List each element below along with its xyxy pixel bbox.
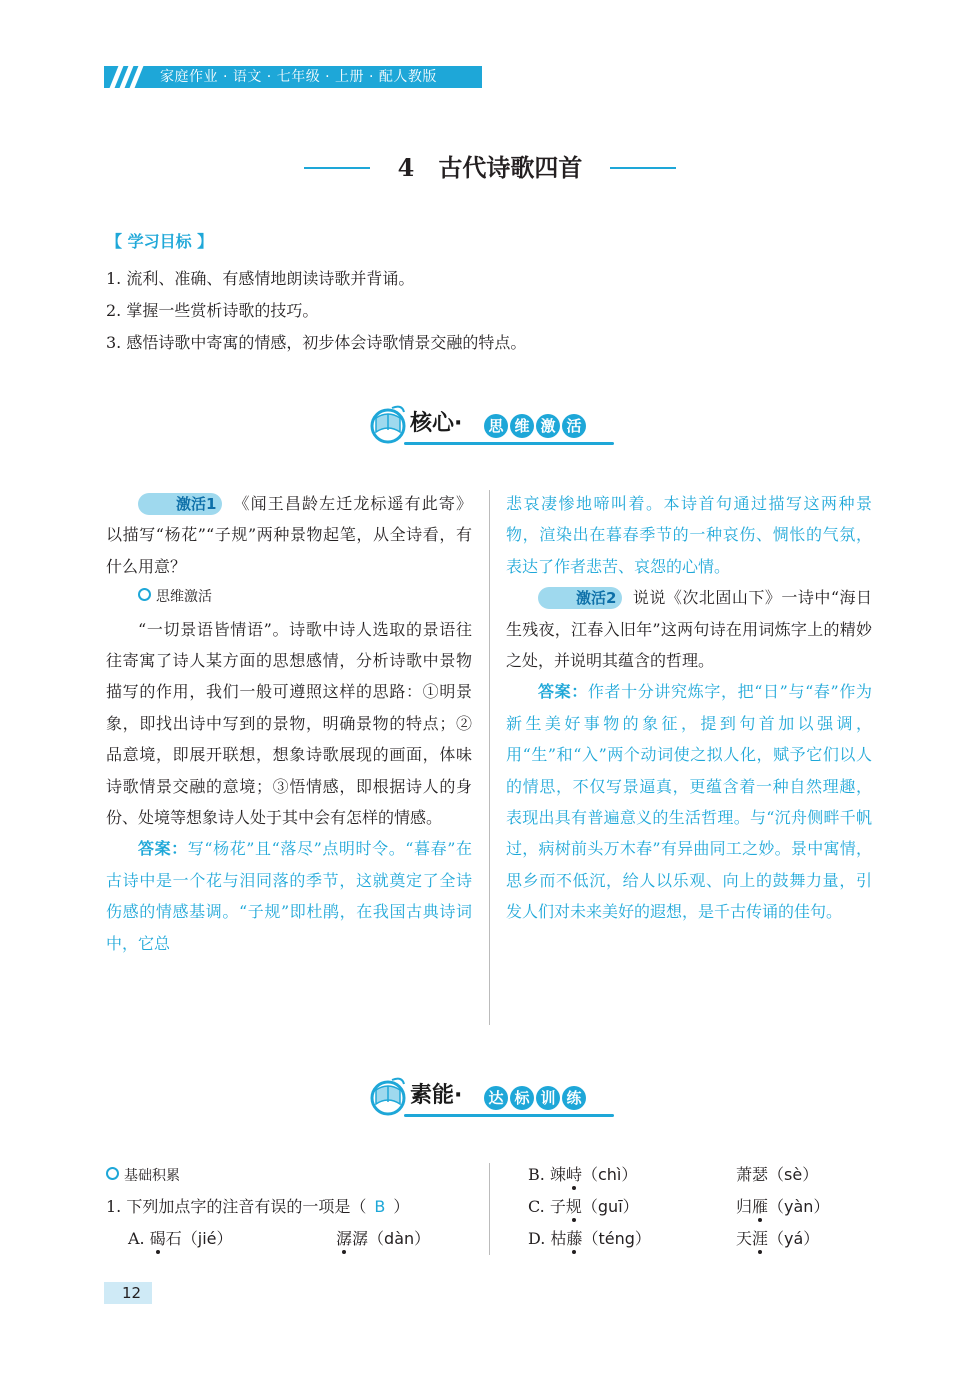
lesson-title-text: 4 古代诗歌四首 (397, 153, 583, 182)
dotted-char: 雁 (752, 1197, 769, 1216)
answer-label: 答案： (538, 682, 588, 702)
option-word-char: 天 (736, 1229, 753, 1248)
section-main-title: 素能· (410, 1083, 463, 1108)
option-c-second (736, 1196, 829, 1218)
question-1 (106, 1196, 409, 1218)
activation2-question-text: 说说《次北固山下》一诗中“海日生残夜，江春入旧年”这两句诗在用词炼字上的精妙之处，并说明其蕴含的哲理。 (506, 588, 872, 671)
section-underline (404, 442, 614, 445)
option-pinyin: （jié） (181, 1229, 233, 1248)
section-pill: 维 (510, 414, 534, 438)
basics-heading (106, 1165, 180, 1187)
option-pinyin: （chì） (581, 1165, 638, 1184)
activation2-badge: 激活2 (538, 587, 622, 609)
think-heading-text: 思维激活 (156, 589, 212, 606)
option-a (128, 1228, 233, 1250)
activation2-answer-text: 作者十分讲究炼字，把“日”与“春”作为新生美好事物的象征，提到句首加以强调，用“生”和“入”两个动词使之拟人化，赋予它们以人的情思，不仅写景逼真，更蕴含着一种自然理趣，表现出具有普遍意义的生活哲理。与“沉舟侧畔千帆过，病树前头万木春”有异曲同工之妙。景中寓情，思乡而不低沉，给人以乐观、向上的鼓舞力量，引发人们对未来美好的遐想，是千古传诵的佳句。 (506, 682, 872, 922)
option-d-second (736, 1228, 819, 1250)
option-word-char: 石 (165, 1229, 182, 1248)
section-pill: 训 (536, 1086, 560, 1110)
lesson-title (304, 150, 676, 186)
option-b (528, 1164, 637, 1186)
page-number: 12 (122, 1284, 142, 1302)
think-paragraph: “一切景语皆情语”。诗歌中诗人选取的景语往往寄寓了诗人某方面的思想感情，分析诗歌中景物描写的作用，我们一般可遵照这样的思路：①明景象，即找出诗中写到的景物，明确景物的特点；②品意境，即展开联想，想象诗歌展现的画面，体味诗歌情景交融的意境；③悟情感，即根据诗人的身份、处境等想象诗人处于其中会有怎样的情感。 (106, 619, 472, 828)
section-pill: 思 (484, 414, 508, 438)
dotted-char: 涯 (752, 1229, 769, 1248)
option-pinyin: （téng） (582, 1229, 651, 1248)
book-logo-icon (368, 1076, 408, 1116)
basics-heading-text: 基础积累 (124, 1168, 180, 1184)
section-pill-group (484, 1086, 586, 1110)
question-1-text: 1. 下列加点字的注音有误的一项是（ (106, 1197, 367, 1216)
section-pill: 练 (562, 1086, 586, 1110)
left-column (106, 488, 472, 959)
section-banner-core (368, 404, 618, 454)
option-label: C. (528, 1197, 545, 1216)
activation1-badge: 激活1 (138, 493, 222, 515)
question-1-close: ） (393, 1197, 410, 1216)
book-logo-icon (368, 404, 408, 444)
dotted-char: 碣 (149, 1229, 166, 1248)
option-a-second (336, 1228, 430, 1250)
section-pill: 活 (562, 414, 586, 438)
circle-bullet-icon (106, 1167, 119, 1180)
question-1-answer: B (374, 1197, 386, 1216)
header-slashes-decoration (104, 66, 148, 88)
title-right-rule (610, 167, 676, 169)
objective-item: 3. 感悟诗歌中寄寓的情感，初步体会诗歌情景交融的特点。 (106, 333, 527, 352)
section-main-title: 核心· (410, 411, 463, 436)
activation1-answer-text: 写“杨花”且“落尽”点明时令。“暮春”在古诗中是一个花与泪同落的季节，这就奠定了全诗伤感的情感基调。“子规”即杜鹃，在我国古典诗词中，它总 (106, 839, 472, 953)
activation1-question-text: 《闻王昌龄左迁龙标遥有此寄》以描写“杨花”“子规”两种景物起笔，从全诗看，有什么用意？ (106, 494, 472, 576)
option-word-char: 子 (549, 1197, 566, 1216)
option-label: B. (528, 1165, 545, 1184)
objective-item: 2. 掌握一些赏析诗歌的技巧。 (106, 301, 319, 320)
activation1-question (106, 488, 472, 582)
right-column (506, 488, 872, 928)
section-pill: 标 (510, 1086, 534, 1110)
option-word-char: 竦 (549, 1165, 566, 1184)
option-d (528, 1228, 651, 1250)
section-banner-skills (368, 1076, 618, 1126)
exercise-divider (489, 1163, 490, 1255)
objective-item: 1. 流利、准确、有感情地朗读诗歌并背诵。 (106, 269, 415, 288)
option-pinyin: （yá） (768, 1229, 820, 1248)
think-heading (106, 582, 472, 613)
objectives-heading: 【 学习目标 】 (106, 232, 214, 251)
dotted-char: 潺 (336, 1229, 353, 1248)
option-label: D. (528, 1229, 546, 1248)
option-word-char: 归 (736, 1197, 753, 1216)
dotted-char: 藤 (566, 1229, 583, 1248)
option-pinyin: （yàn） (768, 1197, 830, 1216)
activation2-question (506, 582, 872, 676)
option-b-second (736, 1164, 818, 1186)
dotted-char: 峙 (565, 1165, 582, 1184)
option-c (528, 1196, 639, 1218)
dotted-char: 规 (565, 1197, 582, 1216)
option-pinyin: （dàn） (368, 1229, 431, 1248)
option-word: 萧瑟 (736, 1165, 769, 1184)
section-pill: 达 (484, 1086, 508, 1110)
column-divider (489, 490, 490, 1025)
section-pill-group (484, 414, 586, 438)
section-pill: 激 (536, 414, 560, 438)
option-word-char: 枯 (550, 1229, 567, 1248)
option-word-char: 潺 (352, 1229, 369, 1248)
answer-label: 答案： (138, 839, 188, 859)
circle-bullet-icon (138, 588, 151, 601)
header-text: 家庭作业 · 语文 · 七年级 · 上册 · 配人教版 (160, 69, 437, 85)
section-underline (404, 1114, 614, 1117)
option-label: A. (128, 1229, 145, 1248)
option-pinyin: （sè） (768, 1165, 819, 1184)
activation1-answer (106, 833, 472, 959)
activation2-answer (506, 676, 872, 927)
activation1-answer-continued: 悲哀凄惨地啼叫着。本诗首句通过描写这两种景物，渲染出在暮春季节的一种哀伤、惆怅的气氛，表达了作者悲苦、哀怨的心情。 (506, 494, 872, 576)
option-pinyin: （guī） (581, 1197, 639, 1216)
